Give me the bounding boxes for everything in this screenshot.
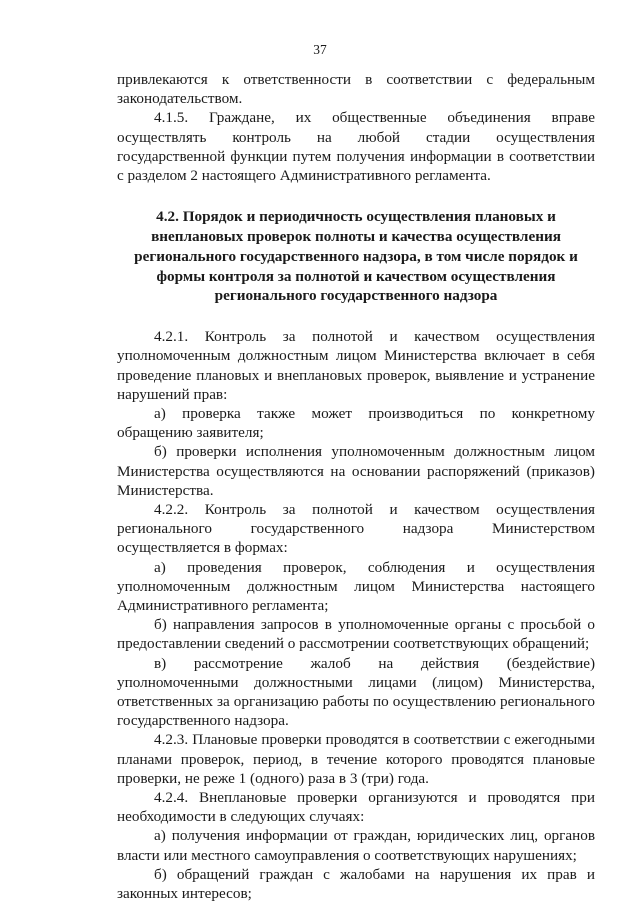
- page-number: 37: [313, 42, 327, 57]
- paragraph: в) рассмотрение жалоб на действия (бездействие) уполномоченными должностными лицами (лицом) Министерства, ответственных за организацию работы по осуществлению регионального государственного надзора.: [117, 654, 595, 730]
- paragraph: привлекаются к ответственности в соответствии с федеральным законодательством.: [117, 71, 595, 108]
- paragraph: 4.2.1. Контроль за полнотой и качеством осуществления уполномоченным должностным лицом Министерства включает в себя проведение плановых и внеплановых проверок, выявление и устранение нарушений прав:: [117, 328, 595, 403]
- paragraph: 4.2.4. Внеплановые проверки организуются и проводятся при необходимости в следующих случаях:: [117, 789, 595, 826]
- paragraph: а) получения информации от граждан, юридических лиц, органов власти или местного самоуправления о соответствующих нарушениях;: [117, 827, 595, 864]
- paragraph: 4.1.5. Граждане, их общественные объединения вправе осуществлять контроль на любой стадии осуществления государственной функции путем получения информации в соответствии с разделом 2 настоящего Административного регламента.: [117, 109, 595, 185]
- paragraph: б) направления запросов в уполномоченные органы с просьбой о предоставлении сведений о рассмотрении соответствующих обращений;: [117, 616, 595, 653]
- paragraph: 4.2.3. Плановые проверки проводятся в соответствии с ежегодными планами проверок, период, в течение которого проводятся плановые проверки, не реже 1 (одного) раза в 3 (три) года.: [117, 731, 595, 787]
- paragraph: 4.2.2. Контроль за полнотой и качеством осуществления регионального государственного надзора Министерством осуществляется в формах:: [117, 501, 595, 557]
- paragraph: б) обращений граждан с жалобами на нарушения их прав и законных интересов;: [117, 865, 595, 903]
- paragraph: б) проверки исполнения уполномоченным должностным лицом Министерства осуществляются на основании распоряжений (приказов) Министерства.: [117, 443, 595, 499]
- paragraph: а) проведения проверок, соблюдения и осуществления уполномоченным должностным лицом Министерства настоящего Административного регламента;: [117, 558, 595, 615]
- document-body: [117, 70, 595, 903]
- paragraph: а) проверка также может производиться по конкретному обращению заявителя;: [117, 405, 595, 442]
- section-heading: 4.2. Порядок и периодичность осуществления плановых и внеплановых проверок полноты и качества осуществления регионального государственного надзора, в том числе порядок и формы контроля за полнотой и качеством осуществления регионального государственного надзора: [134, 208, 578, 305]
